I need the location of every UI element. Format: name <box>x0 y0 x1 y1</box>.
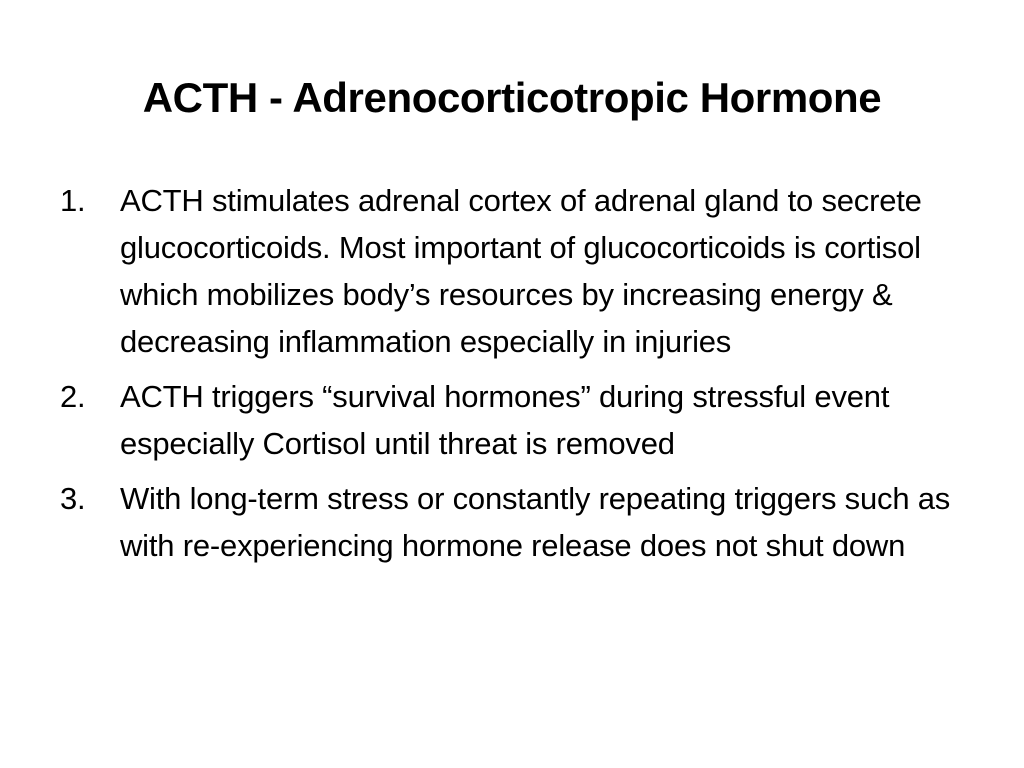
list-item <box>60 373 980 467</box>
list-item-text: ACTH stimulates adrenal cortex of adrenal gland to secrete glucocorticoids. Most important of glucocorticoids is cortisol which mobilizes body’s resources by increasing energy & decreasing inflammation especially in injuries <box>120 183 922 359</box>
list-item-text: With long-term stress or constantly repeating triggers such as with re-experiencing hormone release does not shut down <box>120 481 951 563</box>
list-item-number: 1. <box>60 183 86 218</box>
list-item-number: 3. <box>60 481 86 516</box>
list-item <box>60 177 980 365</box>
list-item-text: ACTH triggers “survival hormones” during stressful event especially Cortisol until threat is removed <box>120 379 890 461</box>
slide-title: ACTH - Adrenocorticotropic Hormone <box>142 74 882 121</box>
list-item-number: 2. <box>60 379 86 414</box>
list-item <box>60 475 980 569</box>
numbered-list <box>60 177 980 577</box>
